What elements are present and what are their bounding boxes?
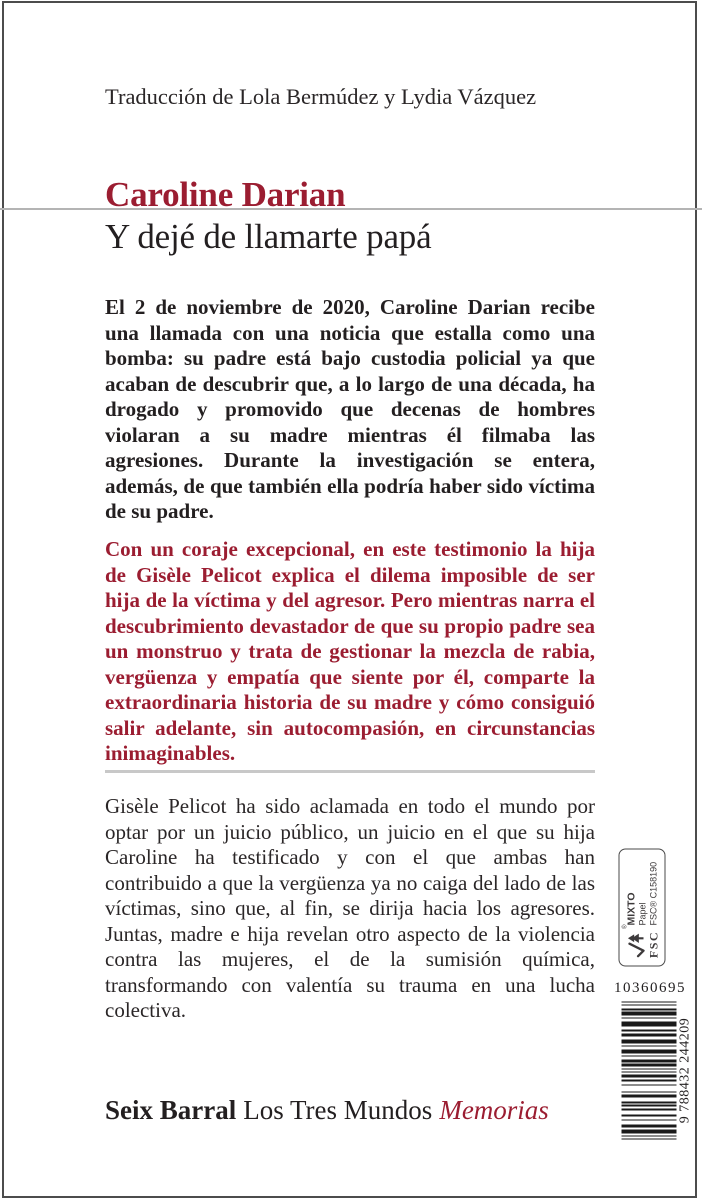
barcode-bar xyxy=(622,1026,677,1027)
synopsis-paragraph-highlight: Con un coraje excepcional, en este testimonio la hija de Gisèle Pelicot explica el dilema imposible de ser hija de la víctima y del agresor. Pero mientras narra el descubrimiento devastador de que su propio padre sea un monstruo y trata de gestionar la mezcla de rabia, vergüenza y empatía que siente por él, comparte la extraordinaria historia de su madre y cómo consiguió salir adelante, sin autocompasión, en circunstancias inimaginables. xyxy=(105,537,595,765)
barcode-bar xyxy=(622,1004,677,1005)
barcode-bar xyxy=(622,1058,677,1059)
barcode-bar xyxy=(622,1007,677,1008)
barcode-bar xyxy=(622,1132,677,1133)
fsc-label-box xyxy=(619,849,666,967)
barcode-bar xyxy=(622,1070,677,1071)
imprint-line xyxy=(105,1094,625,1126)
barcode-bar xyxy=(622,1073,677,1074)
collection-name: Los Tres Mundos xyxy=(243,1095,433,1125)
barcode-bar xyxy=(622,1124,677,1125)
barcode-bar xyxy=(622,1013,677,1014)
barcode-bar xyxy=(622,1031,677,1032)
barcode-bar xyxy=(622,1035,677,1036)
barcode-bar xyxy=(622,1039,677,1040)
barcode-bar xyxy=(622,1042,677,1043)
barcode-bar xyxy=(622,1055,677,1056)
section-divider-rule xyxy=(105,770,595,773)
publisher-name: Seix Barral xyxy=(105,1095,237,1125)
barcode-bar xyxy=(622,1128,677,1129)
barcode-bar xyxy=(622,1100,677,1101)
barcode-bar xyxy=(622,1015,677,1016)
synopsis-paragraph-bold: El 2 de noviembre de 2020, Caroline Darian recibe una llamada con una noticia que estalla como una bomba: su padre está bajo custodia policial ya que acaban de descubrir que, a lo largo de una década, ha drogado y promovido que decenas de hombres violaran a su madre mientras él filmaba las agresiones. Durante la investigación se entera, además, de que también ella podría haber sido víctima de su padre. xyxy=(105,295,595,523)
barcode-bar xyxy=(622,1038,677,1039)
barcode-bar xyxy=(622,1023,677,1024)
barcode-bar xyxy=(622,1019,677,1020)
barcode-bar xyxy=(622,1105,677,1106)
author-name: Caroline Darian xyxy=(105,175,346,214)
barcode-bar xyxy=(622,1109,677,1110)
barcode-bar xyxy=(622,1135,677,1136)
translator-credit: Traducción de Lola Bermúdez y Lydia Vázquez xyxy=(105,84,537,109)
barcode-bar xyxy=(622,1071,677,1072)
barcode-bar xyxy=(622,1092,677,1093)
barcode-bar xyxy=(622,1138,677,1139)
barcode-bar xyxy=(622,1129,677,1130)
barcode-bar xyxy=(622,1028,677,1029)
genre-label: Memorias xyxy=(439,1095,549,1125)
barcode-bar xyxy=(622,1118,677,1119)
barcode-bar xyxy=(622,1116,677,1117)
barcode-bar xyxy=(622,1029,677,1030)
barcode-bar xyxy=(622,1131,677,1132)
barcode-bar xyxy=(622,1103,677,1104)
barcode-bar xyxy=(622,1081,677,1082)
barcode-bar xyxy=(622,1086,677,1087)
barcode-bar xyxy=(622,1060,677,1061)
barcode-bar xyxy=(622,1051,677,1052)
barcode-bar xyxy=(622,1048,677,1049)
fsc-type-label: MIXTO xyxy=(625,892,637,926)
barcode-bar xyxy=(622,1009,677,1010)
fsc-material-label: Papel xyxy=(637,902,647,926)
barcode-bar xyxy=(622,1096,677,1097)
barcode-bar xyxy=(622,1093,677,1094)
barcode-bar xyxy=(622,1099,677,1100)
barcode-bar xyxy=(622,1122,677,1123)
barcode-bar xyxy=(622,1102,677,1103)
barcode-bar xyxy=(622,1083,677,1084)
barcode-bar xyxy=(622,1001,677,1002)
fsc-license-code: FSC® C158190 xyxy=(648,861,658,926)
barcode-bar xyxy=(622,1041,677,1042)
barcode-bar xyxy=(622,1134,677,1135)
barcode-bar xyxy=(622,1062,677,1063)
barcode-bar xyxy=(622,1012,677,1013)
barcode-bar xyxy=(622,1044,677,1045)
barcode-bar xyxy=(622,1017,677,1018)
barcode-bar xyxy=(622,1010,677,1011)
fsc-logo xyxy=(622,924,660,959)
barcode-bar xyxy=(622,1057,677,1058)
barcode-bar xyxy=(622,1076,677,1077)
fsc-wordmark: FSC xyxy=(646,930,660,959)
barcode-bar xyxy=(622,1045,677,1046)
barcode-top-number: 10360695 xyxy=(614,980,686,996)
barcode-bar xyxy=(622,1065,677,1066)
barcode-bar xyxy=(622,1087,677,1088)
barcode-bar xyxy=(622,1047,677,1048)
barcode-bars xyxy=(622,1002,677,1140)
barcode-bar xyxy=(622,1113,677,1114)
barcode-bar xyxy=(622,1032,677,1033)
barcode-bar xyxy=(622,1077,677,1078)
barcode-bar xyxy=(622,1067,677,1068)
barcode-bar xyxy=(622,1061,677,1062)
barcode-bar xyxy=(622,1106,677,1107)
barcode-bar xyxy=(622,1115,677,1116)
barcode-bar xyxy=(622,1078,677,1079)
barcode-bar xyxy=(622,1110,677,1111)
barcode-bar xyxy=(622,1119,677,1120)
barcode-bar xyxy=(622,1064,677,1065)
barcode-bar xyxy=(622,1074,677,1075)
barcode-bar xyxy=(622,1121,677,1122)
barcode-bar xyxy=(622,1036,677,1037)
barcode-bar xyxy=(622,1006,677,1007)
synopsis-paragraph-regular: Gisèle Pelicot ha sido aclamada en todo el mundo por optar por un juicio público, un juicio en el que su hija Caroline ha testificado y con el que ambas han contribuido a que la vergüenza ya no caiga del lado de las víctimas, sino que, al fin, se dirija hacia los agresores. Juntas, madre e hija revelan otro aspecto de la violencia contra las mujeres, el de la sumisión química, transformando con valentía su trauma en una lucha colectiva. xyxy=(105,794,595,1022)
barcode-bar xyxy=(622,1020,677,1021)
barcode-bar xyxy=(622,1022,677,1023)
barcode-bar xyxy=(622,1016,677,1017)
barcode-bar xyxy=(622,1137,677,1138)
barcode-bar xyxy=(622,1068,677,1069)
fsc-tree-icon xyxy=(625,931,647,959)
barcode-bar xyxy=(622,1125,677,1126)
barcode-bar xyxy=(622,1108,677,1109)
barcode-bar xyxy=(622,1003,677,1004)
barcode-bar xyxy=(622,1054,677,1055)
registered-mark: ® xyxy=(622,924,628,929)
barcode-bar xyxy=(622,1090,677,1091)
barcode-bar xyxy=(622,1097,677,1098)
barcode-bar xyxy=(622,1025,677,1026)
book-title: Y dejé de llamarte papá xyxy=(105,217,432,256)
barcode-bar xyxy=(622,1033,677,1034)
barcode-bar xyxy=(622,1052,677,1053)
barcode-bar xyxy=(622,1126,677,1127)
fsc-text-block xyxy=(625,862,659,926)
barcode-bar xyxy=(622,1080,677,1081)
isbn-number: 9 788432 244209 xyxy=(677,1017,693,1124)
barcode-bar xyxy=(622,1089,677,1090)
barcode-bar xyxy=(622,1112,677,1113)
barcode-bar xyxy=(622,1094,677,1095)
barcode-bar xyxy=(622,1049,677,1050)
barcode-bar xyxy=(622,1084,677,1085)
isbn-barcode xyxy=(622,1002,695,1140)
fsc-certification-label xyxy=(619,849,666,967)
